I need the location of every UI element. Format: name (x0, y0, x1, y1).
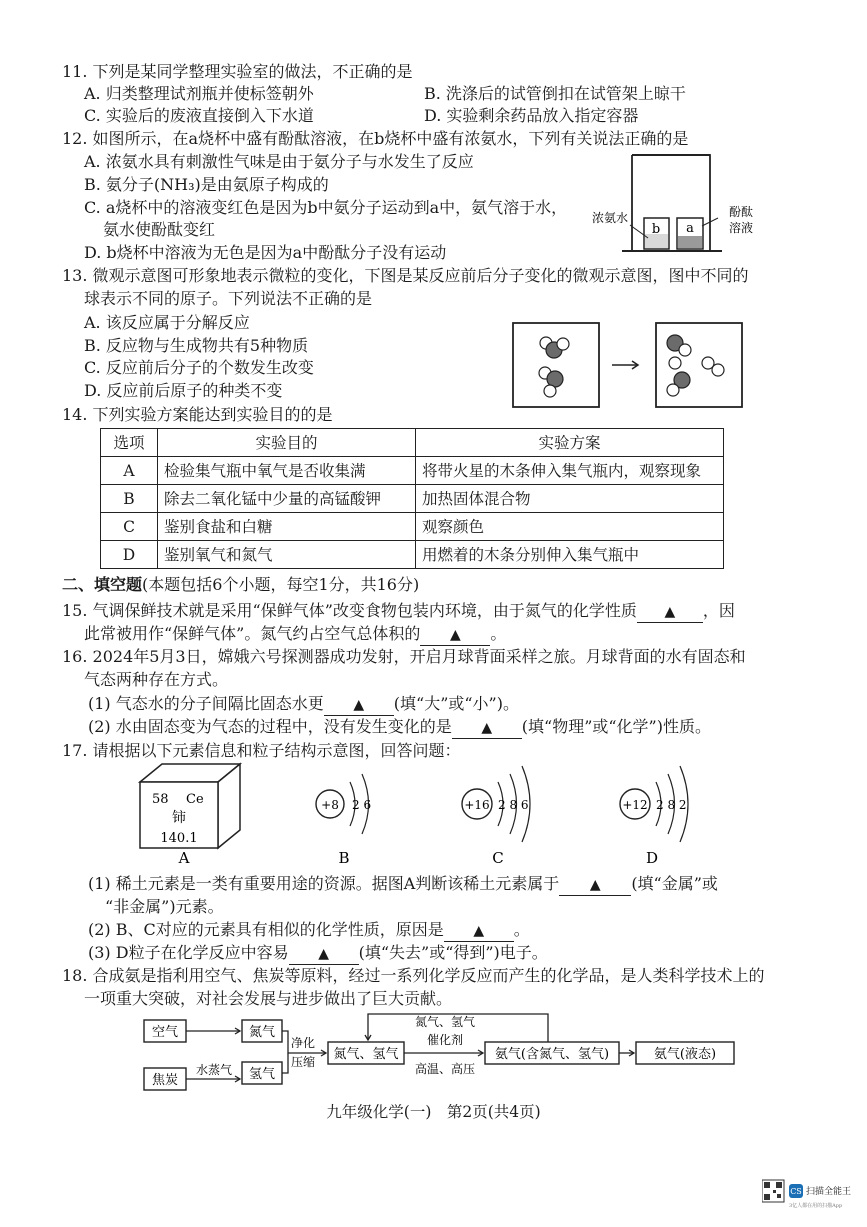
cell-option: B (101, 485, 158, 513)
label-b: B (338, 849, 350, 867)
cell-plan: 观察颜色 (416, 513, 724, 541)
q17-part3 (88, 943, 548, 965)
q13-stem-cont: 球表示不同的原子。下列说法不正确的是 (84, 289, 373, 308)
q14-table (100, 428, 724, 569)
triangle-icon: ▲ (664, 604, 676, 620)
table-row (101, 485, 724, 513)
flow-nitrogen: 氮气 (248, 1025, 276, 1040)
header-option: 选项 (101, 429, 158, 457)
scanner-subtitle: 3亿人都在用的扫描App (789, 1203, 843, 1209)
q16-text: (2) 水由固态变为气态的过程中，没有发生变化的是 (88, 717, 452, 736)
cell-option: A (101, 457, 158, 485)
q17-text: (3) D粒子在化学反应中容易 (88, 943, 289, 962)
shells-b: 2 6 (352, 798, 372, 812)
table-row (101, 541, 724, 569)
label-a: A (178, 849, 190, 867)
q15-text: ，因 (702, 601, 735, 620)
q11-option-a: A. 归类整理试剂瓶并使标签朝外 (84, 84, 314, 103)
flow-air: 空气 (151, 1025, 179, 1040)
q17-text: 。 (513, 920, 530, 939)
answer-blank[interactable] (289, 943, 359, 965)
element-name: 铈 (172, 810, 186, 826)
q12-option-c: C. a烧杯中的溶液变红色是因为b中氨分子运动到a中，氨气溶于水， (84, 198, 568, 217)
q12-option-d: D. b烧杯中溶液为无色是因为a中酚酞分子没有运动 (84, 243, 447, 262)
table-row (101, 457, 724, 485)
triangle-icon: ▲ (449, 627, 461, 643)
q18-line2: 一项重大突破，对社会发展与进步做出了巨大贡献。 (84, 989, 453, 1008)
table-row (101, 513, 724, 541)
q13-stem: 13. 微观示意图可形象地表示微粒的变化，下图是某反应前后分子变化的微观示意图，图中不同的 (62, 266, 749, 285)
q11-stem: 11. 下列是某同学整理实验室的做法，不正确的是 (62, 62, 413, 81)
q13-option-d: D. 反应前后原子的种类不变 (84, 381, 283, 400)
cell-plan: 将带火星的木条伸入集气瓶内，观察现象 (416, 457, 724, 485)
answer-blank[interactable] (452, 717, 522, 739)
q17-figures (130, 760, 730, 870)
flow-liquid: 氨气(液态) (653, 1047, 717, 1062)
q17-stem: 17. 请根据以下元素信息和粒子结构示意图，回答问题： (62, 741, 461, 760)
q15-line1 (62, 601, 735, 623)
table-header-row (101, 429, 724, 457)
cell-purpose: 鉴别食盐和白糖 (158, 513, 416, 541)
beaker-b-label: b (651, 222, 661, 237)
q17-text: (填“失去”或“得到”)电子。 (358, 943, 548, 962)
q14-stem: 14. 下列实验方案能达到实验目的的是 (62, 405, 333, 424)
q17-text: (填“金属”或 (631, 874, 718, 893)
page-footer: 九年级化学(一) 第2页(共4页) (326, 1103, 541, 1121)
qr-code-icon (762, 1178, 866, 1218)
scanner-watermark (762, 1178, 866, 1218)
q13-option-b: B. 反应物与生成物共有5种物质 (84, 336, 309, 355)
atom-structure-d (620, 766, 688, 842)
shells-d: 2 8 2 (656, 798, 687, 812)
flow-purify: 净化 (290, 1036, 316, 1050)
right-arrow-icon (612, 361, 638, 369)
atomic-mass: 140.1 (160, 831, 198, 846)
element-symbol: Ce (186, 792, 204, 807)
label-phenolphthalein: 酚酞 (729, 205, 754, 219)
q16-text: (填“物理”或“化学”)性质。 (521, 717, 711, 736)
q16-text: (1) 气态水的分子间隔比固态水更 (88, 694, 324, 713)
q18-line1: 18. 合成氨是指利用空气、焦炭等原料，经过一系列化学反应而产生的化学品，是人类科学技术上的 (62, 966, 765, 985)
q12-option-b: B. 氨分子(NH₃)是由氨原子构成的 (84, 175, 329, 194)
cell-plan: 加热固体混合物 (416, 485, 724, 513)
shells-c: 2 8 6 (498, 798, 529, 812)
q12-option-c-cont: 氨水使酚酞变红 (103, 220, 216, 239)
q16-text: (填“大”或“小”)。 (393, 694, 519, 713)
q15-text: 此常被用作“保鲜气体”。氮气约占空气总体积的 (84, 624, 421, 643)
header-plan: 实验方案 (416, 429, 724, 457)
triangle-icon: ▲ (353, 697, 365, 713)
flow-steam: 水蒸气 (195, 1063, 233, 1077)
atomic-number: 58 (152, 792, 169, 807)
header-purpose: 实验目的 (158, 429, 416, 457)
q16-line2: 气态两种存在方式。 (84, 670, 229, 689)
q11-option-b: B. 洗涤后的试管倒扣在试管架上晾干 (424, 84, 686, 103)
triangle-icon: ▲ (589, 877, 601, 893)
flow-product: 氨气(含氮气、氢气) (494, 1047, 610, 1062)
answer-blank[interactable] (637, 601, 703, 623)
flow-condition: 高温、高压 (414, 1062, 476, 1076)
label-d: D (645, 849, 659, 867)
q11-option-d: D. 实验剩余药品放入指定容器 (424, 106, 639, 125)
label-concentrated-ammonia: 浓氨水 (592, 211, 629, 225)
q15-text: 15. 气调保鲜技术就是采用“保鲜气体”改变食物包装内环境，由于氮气的化学性质 (62, 601, 637, 620)
flow-catalyst: 催化剂 (426, 1033, 464, 1047)
q13-option-c: C. 反应前后分子的个数发生改变 (84, 358, 314, 377)
q15-text: 。 (490, 624, 507, 643)
section-heading (62, 575, 419, 595)
q12-stem: 12. 如图所示，在a烧杯中盛有酚酞溶液，在b烧杯中盛有浓氨水，下列有关说法正确的是 (62, 129, 689, 148)
q12-option-a: A. 浓氨水具有刺激性气味是由于氨分子与水发生了反应 (84, 152, 474, 171)
section-note: (本题包括6个小题，每空1分，共16分) (142, 575, 420, 594)
answer-blank[interactable] (559, 874, 631, 896)
section-title: 二、填空题 (62, 575, 143, 594)
label-c: C (492, 849, 504, 867)
atom-structure-b (316, 774, 371, 834)
answer-blank[interactable] (420, 624, 490, 646)
element-cell-a (140, 764, 240, 848)
q17-part1 (88, 874, 718, 896)
nucleus-b: +8 (321, 798, 339, 812)
q17-part2 (88, 920, 530, 942)
flow-recycle: 氮气、氢气 (414, 1015, 476, 1029)
scanner-brand: 扫描全能王 (806, 1187, 852, 1197)
nucleus-c: +16 (464, 798, 490, 812)
cell-plan: 用燃着的木条分别伸入集气瓶中 (416, 541, 724, 569)
answer-blank[interactable] (324, 694, 394, 716)
q15-line2 (84, 624, 506, 646)
nucleus-d: +12 (622, 798, 648, 812)
q11-option-c: C. 实验后的废液直接倒入下水道 (84, 106, 314, 125)
triangle-icon: ▲ (318, 946, 329, 962)
q17-text: (2) B、C对应的元素具有相似的化学性质，原因是 (88, 920, 444, 939)
q13-option-a: A. 该反应属于分解反应 (84, 313, 250, 332)
cell-purpose: 除去二氧化锰中少量的高锰酸钾 (158, 485, 416, 513)
q18-flow-diagram (140, 1010, 740, 1092)
q16-part2 (88, 717, 711, 739)
cell-purpose: 检验集气瓶中氧气是否收集满 (158, 457, 416, 485)
triangle-icon: ▲ (481, 720, 493, 736)
cell-option: D (101, 541, 158, 569)
cell-purpose: 鉴别氧气和氮气 (158, 541, 416, 569)
flow-hydrogen: 氢气 (248, 1067, 276, 1082)
flow-mix: 氮气、氢气 (333, 1047, 399, 1062)
q12-beaker-figure (586, 150, 766, 258)
q13-reaction-figure (510, 320, 750, 410)
q16-line1: 16. 2024年5月3日，嫦娥六号探测器成功发射，开启月球背面采样之旅。月球背面的水有固态和 (62, 647, 746, 666)
cell-option: C (101, 513, 158, 541)
q16-part1 (88, 694, 519, 716)
answer-blank[interactable] (444, 920, 514, 942)
beaker-a-label: a (686, 221, 694, 236)
triangle-icon: ▲ (473, 923, 485, 939)
label-solution: 溶液 (729, 221, 754, 235)
flow-compress: 压缩 (290, 1055, 316, 1069)
flow-coke: 焦炭 (151, 1073, 179, 1088)
q17-part1-cont: “非金属”)元素。 (105, 897, 224, 916)
atom-structure-c (462, 766, 530, 842)
scanner-badge: CS (790, 1187, 802, 1196)
q17-text: (1) 稀土元素是一类有重要用途的资源。据图A判断该稀土元素属于 (88, 874, 560, 893)
